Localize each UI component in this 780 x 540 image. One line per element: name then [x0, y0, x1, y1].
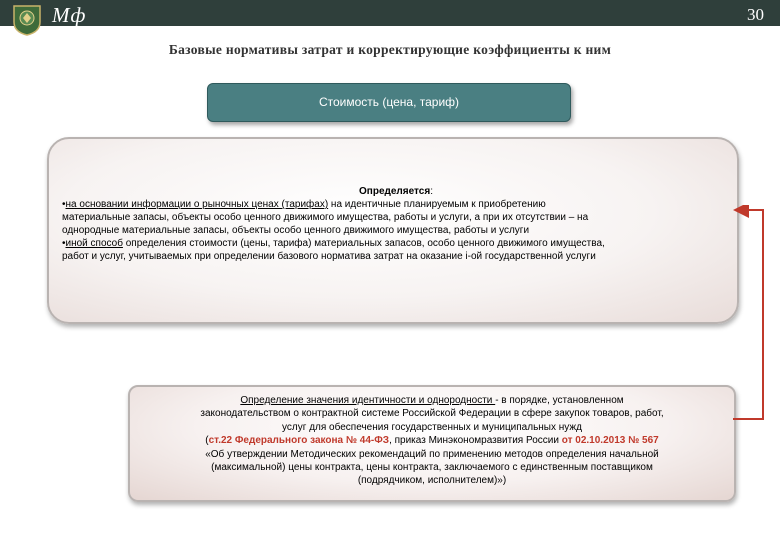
- identity-line2: законодательством о контрактной системе Российской Федерации в сфере закупок товаров, работ,: [200, 408, 664, 420]
- identity-link: Определение значения идентичности и однородности: [240, 395, 496, 406]
- identity-line6: (максимальной) цены контракта, цены контракта, заключаемого с единственным поставщиком: [211, 462, 653, 474]
- determined-heading: [62, 185, 730, 198]
- brand-name: Мф: [52, 3, 87, 27]
- identity-line7: (подрядчиком, исполнителем)»): [357, 475, 507, 487]
- bullet1-text-a: на идентичные планируемым к приобретению: [328, 199, 546, 210]
- cost-box: Стоимость (цена, тариф): [207, 83, 571, 122]
- slide-title: Базовые нормативы затрат и корректирующие коэффициенты к ним: [168, 42, 612, 57]
- top-bar: [0, 0, 780, 26]
- identity-content: [136, 394, 728, 488]
- bullet1-text-b: материальные запасы, объекты особо ценного движимого имущества, работы и услуги, а при их отсутствии – на: [62, 212, 589, 223]
- bullet-other-method: [62, 237, 730, 250]
- identity-law-line: [136, 434, 728, 447]
- emblem-logo: [12, 2, 42, 36]
- connector-arrow: [733, 205, 773, 425]
- order-reference: от 02.10.2013 № 567: [561, 435, 659, 447]
- bullet-marker: •: [62, 238, 66, 249]
- identity-line1: [136, 394, 728, 407]
- law-mid: , приказ Минэкономразвития России: [389, 435, 562, 447]
- identity-line3: услуг для обеспечения государственных и муниципальных нужд: [282, 421, 582, 433]
- bullet2-text-b: работ и услуг, учитываемых при определении базового норматива затрат на оказание i-ой государственной услуги: [62, 251, 596, 262]
- bullet1-text-c: однородные материальные запасы, объекты особо ценного движимого имущества, работы и услуги: [62, 225, 530, 236]
- market-prices-link: на основании информации о рыночных ценах (тарифах): [65, 199, 329, 210]
- determined-content: [62, 185, 730, 263]
- bullet-market-prices: [62, 198, 730, 211]
- identity-line5: «Об утверждении Методических рекомендаций по применению методов определения начальной: [205, 448, 659, 460]
- identity-box: [128, 385, 736, 502]
- determined-heading-text: Определяется: [359, 186, 431, 197]
- determined-heading-colon: :: [430, 186, 433, 197]
- bullet-marker: •: [62, 199, 66, 210]
- other-method-link: иной способ: [65, 238, 123, 249]
- bullet2-text-a: определения стоимости (цены, тарифа) материальных запасов, особо ценного движимого имущества,: [122, 238, 605, 249]
- law-open: (: [205, 435, 209, 447]
- determined-box: [47, 137, 739, 324]
- identity-line1-rest: - в порядке, установленном: [495, 395, 624, 406]
- page-number: 30: [747, 5, 764, 24]
- law-reference: ст.22 Федерального закона № 44-ФЗ: [208, 435, 390, 447]
